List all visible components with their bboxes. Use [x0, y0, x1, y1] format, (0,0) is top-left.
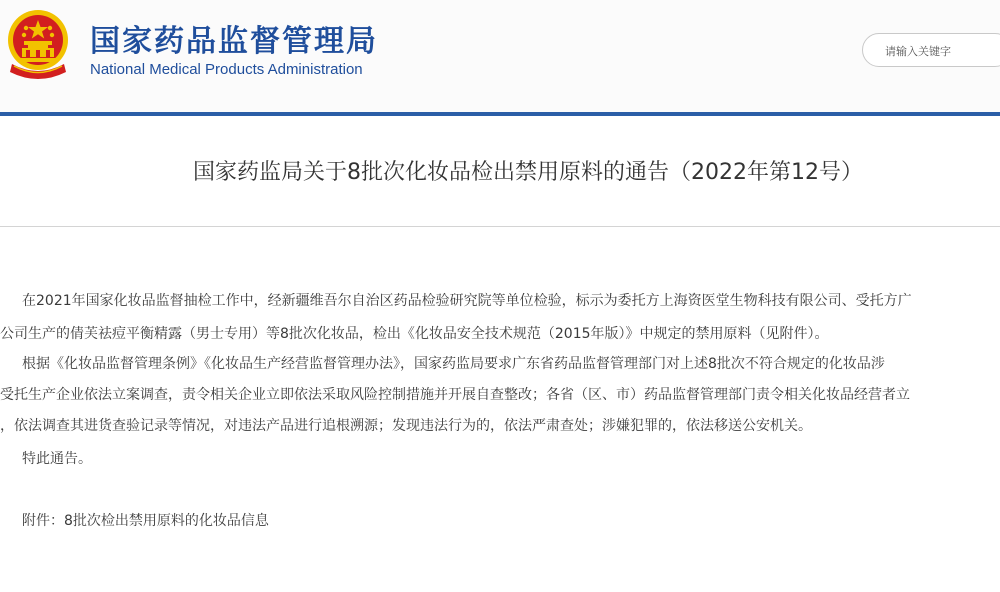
article-line: 受托生产企业依法立案调查，责令相关企业立即依法采取风险控制措施并开展自查整改；各省（区、市）药品监督管理部门责令相关化妆品经营者立 — [0, 387, 910, 403]
article-line: 公司生产的倩芙祛痘平衡精露（男士专用）等8批次化妆品，检出《化妆品安全技术规范（2015年版）》中规定的禁用原料（见附件）。 — [0, 326, 829, 342]
article-line: ，依法调查其进货查验记录等情况，对违法产品进行追根溯源；发现违法行为的，依法严肃查处；涉嫌犯罪的，依法移送公安机关。 — [0, 418, 812, 434]
article-line: 特此通告。 — [22, 451, 92, 467]
page-title: 国家药监局关于8批次化妆品检出禁用原料的通告（2022年第12号） — [193, 160, 863, 185]
site-name-en: National Medical Products Administration — [90, 61, 363, 78]
article-line: 在2021年国家化妆品监督抽检工作中，经新疆维吾尔自治区药品检验研究院等单位检验，标示为委托方上海资医堂生物科技有限公司、受托方广 — [22, 293, 912, 309]
search-box[interactable] — [862, 33, 1000, 67]
national-emblem-icon — [4, 8, 72, 84]
site-name-cn: 国家药品监督管理局 — [90, 24, 378, 59]
title-divider — [0, 226, 1000, 227]
attachment-link[interactable]: 附件：8批次检出禁用原料的化妆品信息 — [22, 513, 269, 529]
search-input[interactable] — [883, 34, 1000, 68]
article-line: 根据《化妆品监督管理条例》《化妆品生产经营监督管理办法》，国家药监局要求广东省药品监督管理部门对上述8批次不符合规定的化妆品涉 — [22, 356, 885, 372]
site-header — [0, 0, 1000, 112]
